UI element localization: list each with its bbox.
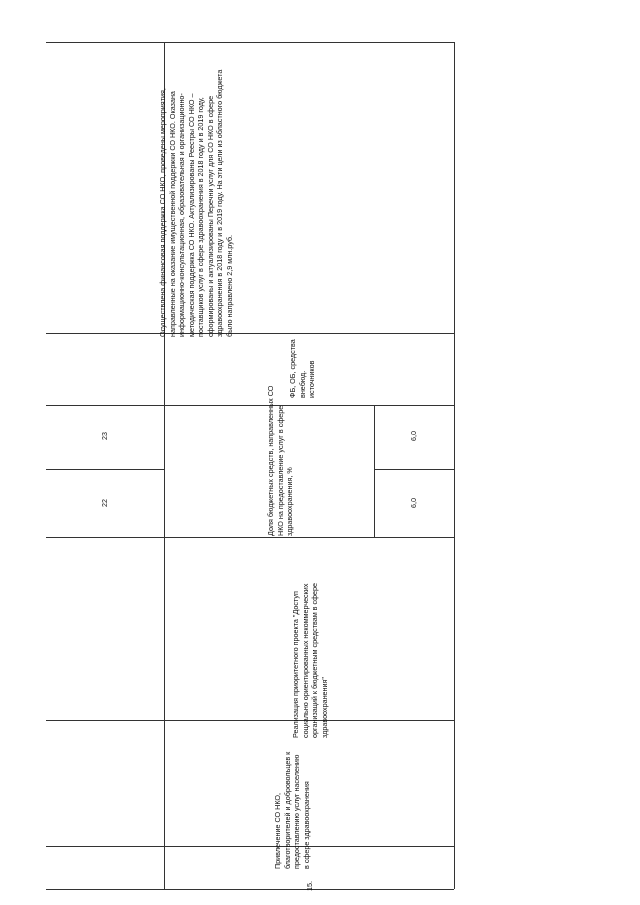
indicator-cell: Доля бюджетных средств, направленных СО НКО на предоставление услуг в сфере здравоохранения, % (266, 385, 294, 536)
table-border-right (454, 42, 455, 889)
value-2019: 6,0 (409, 431, 418, 441)
header-col-22: 22 (100, 499, 109, 507)
divider-indicator (46, 537, 454, 538)
divider-activity (46, 846, 454, 847)
funding-sources-cell: ФБ, ОБ, средства внебюд. источников (288, 339, 316, 398)
value-2018: 6,0 (409, 498, 418, 508)
divider-year-values (46, 469, 164, 470)
header-col-23: 23 (100, 432, 109, 440)
project-cell: Реализация приоритетного проекта "Доступ социально ориентированных некоммерческих организаций к бюджетным средствам в сфере здравоохранения" (291, 583, 329, 738)
divider-project (46, 720, 454, 721)
divider-sources (46, 405, 454, 406)
row-number: 15. (305, 881, 314, 891)
table-border-top (46, 42, 454, 43)
table-border-bottom (46, 889, 454, 890)
result-cell: Осуществлена финансовая поддержка СО НКО, проведены мероприятия, направленные на оказание имущественной поддержки СО НКО. Оказана информационно-консультационная, образовательная и организационно-методическая поддержка СО НКО. Актуализированы Реестры СО НКО – поставщиков услуг в сфере здравоохранения в 2018 году и в 2019 году, сформированы и актуализированы Перечни услуг для СО НКО в сфере здравоохранения в 2018 году и в 2019 году. На эти цели из областного бюджета было направлено 2,9 млн.руб. (158, 69, 234, 337)
divider-values-column (374, 405, 375, 537)
divider-result (46, 333, 454, 334)
divider-year-values-lower (374, 469, 454, 470)
activity-cell: Привлечение СО НКО, благотворителей и добровольцев к предоставлению услуг населению в сфере здравоохранения (273, 751, 311, 869)
